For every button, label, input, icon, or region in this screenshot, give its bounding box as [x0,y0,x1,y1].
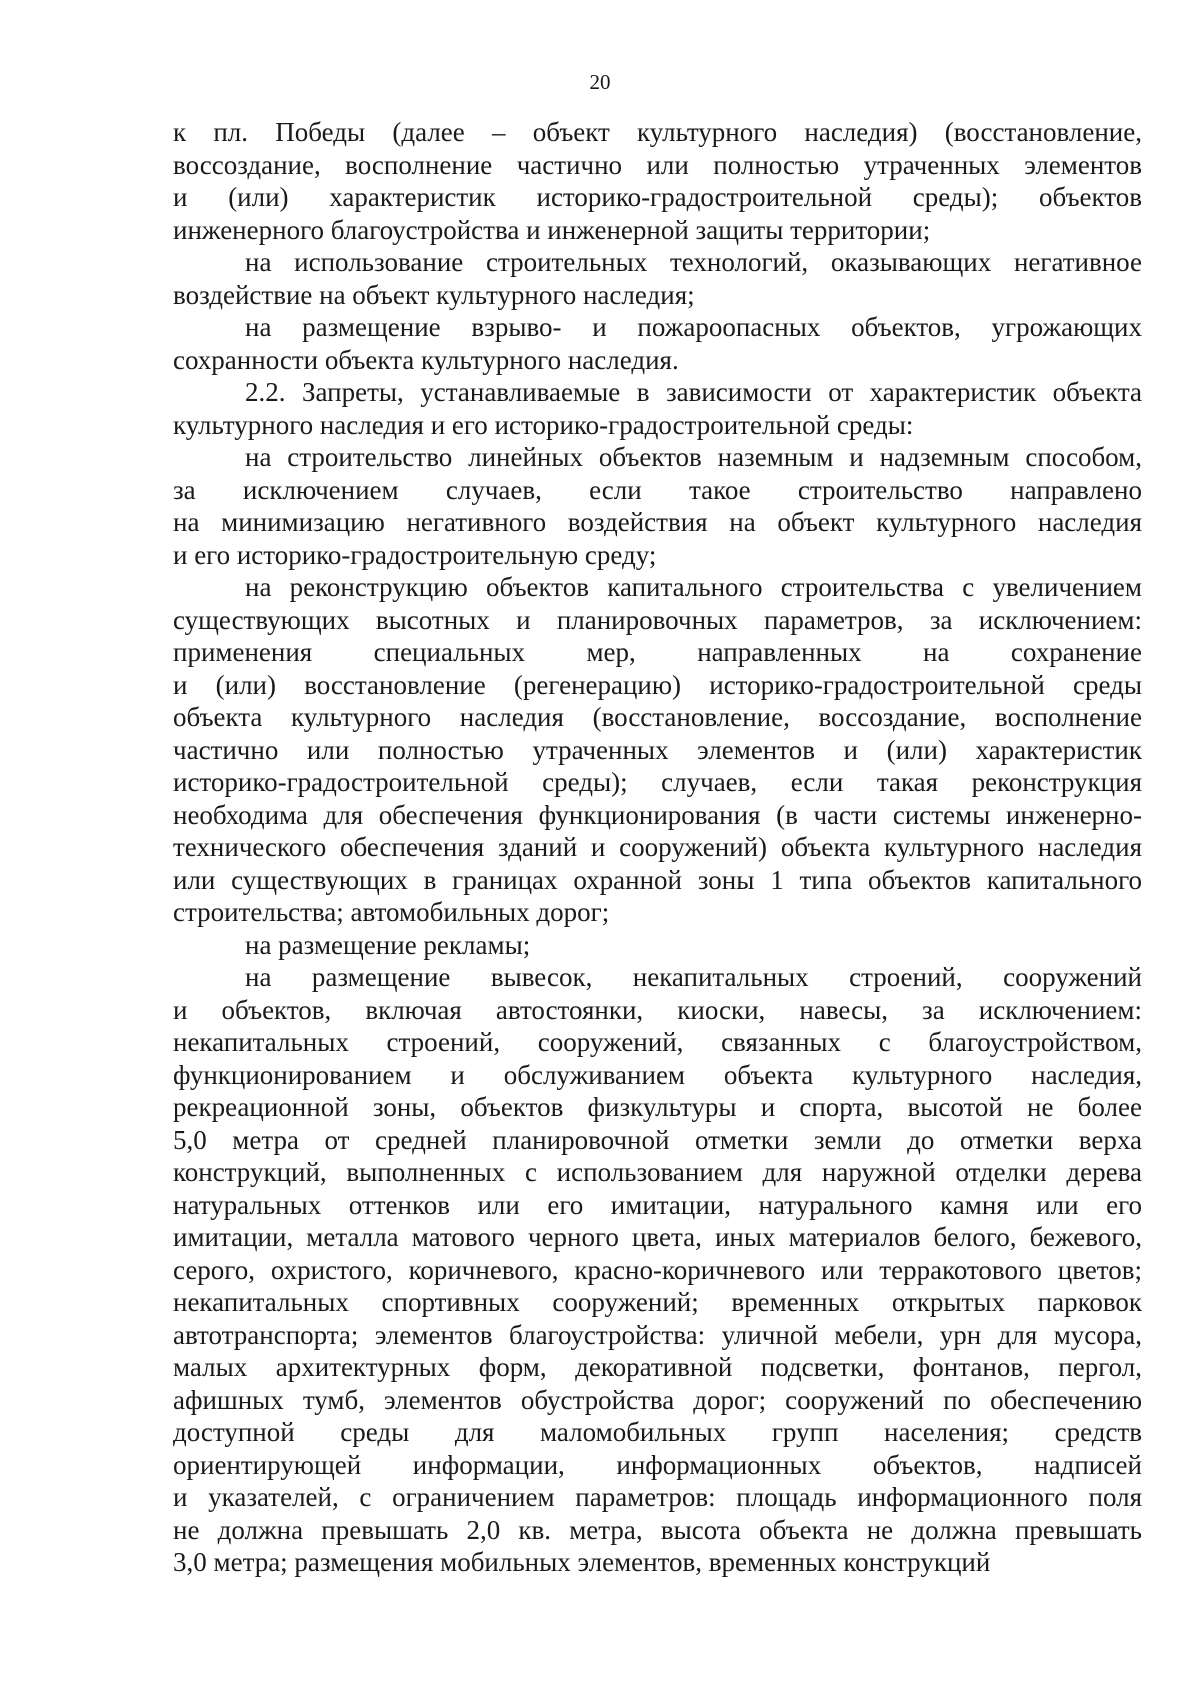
text-line: объекта культурного наследия (восстановление, воссоздание, восполнение [173,702,1142,732]
text-line: на использование строительных технологий, оказывающих негативное [245,247,1142,277]
text-line: на размещение вывесок, некапитальных строений, сооружений [245,962,1142,992]
text-line: некапитальных спортивных сооружений; временных открытых парковок [173,1287,1142,1317]
paragraph [173,441,1142,571]
text-line: строительства; автомобильных дорог; [173,897,610,927]
text-line: рекреационной зоны, объектов физкультуры и спорта, высотой не более [173,1092,1142,1122]
text-line: 3,0 метра; размещения мобильных элементов, временных конструкций [173,1547,991,1577]
text-line: применения специальных мер, направленных на сохранение [173,637,1142,667]
text-line: воздействие на объект культурного наследия; [173,279,695,310]
document-body [173,116,1142,1579]
text-line: частично или полностью утраченных элементов и (или) характеристик [173,734,1142,765]
text-line: и указателей, с ограничением параметров: площадь информационного поля [173,1482,1142,1512]
text-line: имитации, металла матового черного цвета, иных материалов белого, бежевого, [173,1222,1142,1252]
text-line: натуральных оттенков или его имитации, натурального камня или его [173,1189,1142,1220]
text-line: существующих высотных и планировочных параметров, за исключением: [173,604,1142,635]
text-line: на размещение взрыво- и пожароопасных объектов, угрожающих [245,312,1142,342]
text-line: за исключением случаев, если такое строительство направлено [173,474,1142,505]
text-line: на реконструкцию объектов капитального строительства с увеличением [245,572,1142,602]
text-line: инженерного благоустройства и инженерной защиты территории; [173,214,931,245]
text-line: и его историко-градостроительную среду; [173,539,657,570]
paragraph [173,116,1142,246]
text-line: или существующих в границах охранной зоны 1 типа объектов капитального [173,864,1142,895]
text-line: сохранности объекта культурного наследия. [173,344,679,375]
paragraph [173,376,1142,441]
text-line: и (или) характеристик историко-градостроительной среды); объектов [173,182,1142,212]
text-line: некапитальных строений, сооружений, связанных с благоустройством, [173,1027,1142,1057]
text-line: автотранспорта; элементов благоустройства: уличной мебели, урн для мусора, [173,1319,1142,1350]
text-line: необходима для обеспечения функционирования (в части системы инженерно- [173,799,1142,830]
text-line: историко-градостроительной среды); случаев, если такая реконструкция [173,767,1142,797]
text-line: доступной среды для маломобильных групп населения; средств [173,1417,1142,1447]
text-line: воссоздание, восполнение частично или полностью утраченных элементов [173,149,1142,180]
text-line: конструкций, выполненных с использованием для наружной отделки дерева [173,1157,1142,1187]
paragraph [173,246,1142,311]
paragraph [173,929,1142,962]
text-line: 5,0 метра от средней планировочной отметки земли до отметки верха [173,1124,1142,1155]
text-line: на размещение рекламы; [245,929,531,960]
text-line: культурного наследия и его историко-градостроительной среды: [173,409,914,440]
text-line: и объектов, включая автостоянки, киоски, навесы, за исключением: [173,994,1142,1025]
text-line: на минимизацию негативного воздействия на объект культурного наследия [173,507,1142,537]
paragraph [173,961,1142,1579]
paragraph [173,571,1142,929]
text-line: к пл. Победы (далее – объект культурного наследия) (восстановление, [173,117,1142,147]
text-line: не должна превышать 2,0 кв. метра, высота объекта не должна превышать [173,1514,1142,1545]
text-line: на строительство линейных объектов наземным и надземным способом, [245,442,1142,472]
text-line: и (или) восстановление (регенерацию) историко-градостроительной среды [173,669,1142,700]
paragraph [173,311,1142,376]
text-line: афишных тумб, элементов обустройства дорог; сооружений по обеспечению [173,1384,1142,1415]
text-line: малых архитектурных форм, декоративной подсветки, фонтанов, пергол, [173,1352,1142,1382]
text-line: функционированием и обслуживанием объекта культурного наследия, [173,1059,1142,1090]
text-line: 2.2. Запреты, устанавливаемые в зависимости от характеристик объекта [245,377,1142,407]
page-number: 20 [589,70,611,94]
text-line: серого, охристого, коричневого, красно-коричневого или терракотового цветов; [173,1254,1142,1285]
text-line: технического обеспечения зданий и сооружений) объекта культурного наследия [173,832,1142,862]
text-line: ориентирующей информации, информационных объектов, надписей [173,1449,1142,1480]
